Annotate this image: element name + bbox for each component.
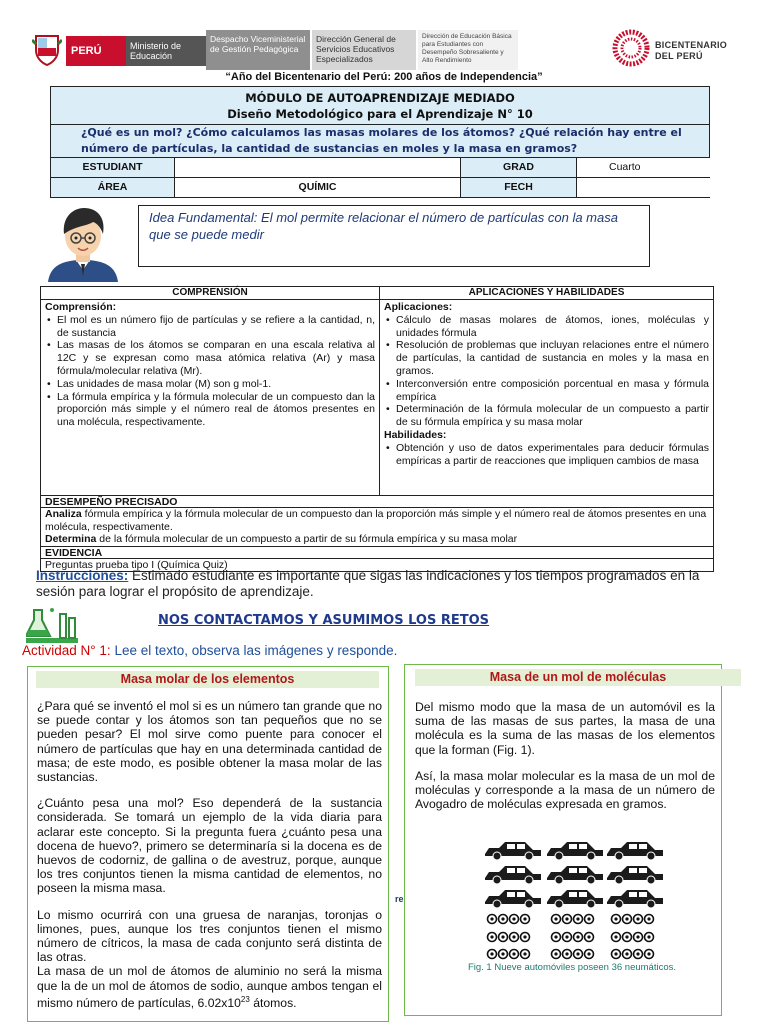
- car-icon: [607, 842, 663, 860]
- list-item: • Obtención y uso de datos experimentales para deducir fórmulas empíricas a partir de reacciones que impliquen cambios de masa: [384, 442, 709, 468]
- bicentenario-logo: [605, 28, 745, 72]
- activity-text: Lee el texto, observa las imágenes y responde.: [110, 643, 398, 658]
- paragraph: ¿Cuánto pesa una mol? Eso dependerá de la sustancia considerada. Se tomará un ejemplo de la vida diaria para aclarar este concepto. Si la pregunta fuera ¿cuánto pesa una docena de huevo?, primero se determinaría si la docena es de huevos de codorniz, de gallina o de avestruz, porque, aunque los tres conjuntos tienen la misma cantidad de elementos, no poseen la misma masa.: [37, 796, 382, 896]
- desempeno-analiza-text: fórmula empírica y la fórmula molecular de un compuesto dan la proporción más simple y el número real de átomos presentes en una molécula, respectivamente.: [45, 508, 707, 533]
- list-item: • Determinación de la fórmula molecular de un compuesto a partir de su fórmula empírica y su masa molar: [384, 403, 709, 429]
- aplicaciones-header: APLICACIONES Y HABILIDADES: [468, 287, 625, 298]
- instructions-text: Estimado estudiante es importante que sigas las indicaciones y los tiempos programados en la sesión para lograr el propósito de aprendizaje.: [36, 568, 700, 599]
- habilidades-list: [384, 442, 709, 468]
- guiding-question: ¿Qué es un mol? ¿Cómo calculamos las masas molares de los átomos? ¿Qué relación hay entre el número de partículas, la cantidad de sustancias en moles y la masa en gramos?: [51, 124, 709, 157]
- car-icon: [485, 866, 541, 884]
- aplicaciones-list: [384, 314, 709, 429]
- figure-caption: Fig. 1 Nueve automóviles poseen 36 neumáticos.: [467, 962, 677, 973]
- module-title-block: [50, 86, 710, 158]
- text-fragment: re: [395, 894, 404, 904]
- bicentenario-label: BICENTENARIO DEL PERÚ: [655, 40, 728, 61]
- section-title: NOS CONTACTAMOS Y ASUMIMOS LOS RETOS: [158, 613, 490, 628]
- comprension-title: Comprensión:: [45, 301, 117, 313]
- list-item: • Las unidades de masa molar (M) son g mol-1.: [45, 378, 375, 391]
- desempeno-label: DESEMPEÑO PRECISADO: [41, 496, 713, 508]
- cars-figure: [481, 838, 667, 978]
- lab-flask-icon: [26, 604, 78, 644]
- paragraph: Del mismo modo que la masa de un automóvil es la suma de las masas de sus partes, la masa de una molécula es la suma de las masas de los elementos que la forman (Fig. 1).: [415, 700, 715, 757]
- car-icon: [485, 842, 541, 860]
- grade-value: Cuarto: [577, 158, 711, 177]
- exponent: 23: [240, 994, 250, 1004]
- masa-molar-title: Masa molar de los elementos: [36, 671, 379, 688]
- desempeno-verb-analiza: Analiza: [45, 508, 82, 520]
- list-item: • Resolución de problemas que incluyan relaciones entre el número de partículas, la cantidad de sustancia en moles y la masa en gramos.: [384, 339, 709, 377]
- area-value: QUÍMIC: [175, 178, 461, 197]
- list-item: • Las masas de los átomos se comparan en una escala relativa al 12C y se expresan como masa atómica relativa (Ar) y masa fórmula/molecular relativa (Mr).: [45, 339, 375, 377]
- module-title: MÓDULO DE AUTOAPRENDIZAJE MEDIADO: [245, 91, 515, 105]
- student-avatar: [42, 206, 124, 282]
- aplicaciones-title: Aplicaciones:: [384, 301, 453, 313]
- bicentenario-ring-icon: [611, 28, 651, 68]
- activity-instruction: [22, 643, 397, 658]
- ministerio-label: Ministerio de Educación: [126, 36, 206, 66]
- grade-label: GRAD: [461, 158, 577, 177]
- aplicaciones-column: [380, 300, 713, 495]
- activity-number: Actividad N° 1:: [22, 643, 111, 658]
- desempeno-determina-text: de la fórmula molecular de un compuesto a partir de su fórmula empírica y su masa molar: [96, 533, 518, 545]
- masa-molar-box: [27, 666, 389, 1022]
- desempeno-text: [41, 508, 713, 547]
- masa-moleculas-text: [415, 700, 715, 811]
- coat-of-arms-icon: [32, 32, 62, 66]
- paragraph: [37, 964, 382, 1010]
- direccion-educacion-label: Dirección de Educación Básica para Estudiantes con Desempeño Sobresaliente y Alto Rendimiento: [418, 30, 518, 70]
- peru-logo: PERÚ: [66, 36, 126, 66]
- paragraph: ¿Para qué se inventó el mol si es un número tan grande que no se puede contar y los átomos son tan pequeños que no se pueden pesar? El mol sirve como puente para conocer el número de partículas que hay en una determinada cantidad de masa; de este modo, es posible obtener la masa molar de las sustancias.: [37, 699, 382, 785]
- comprension-header: COMPRENSIÓN: [41, 287, 380, 299]
- paragraph-end: átomos.: [249, 995, 297, 1010]
- car-icon: [607, 890, 663, 908]
- table-header: [41, 287, 713, 300]
- evidencia-value: Preguntas prueba tipo I (Química Quiz): [45, 558, 228, 571]
- area-label: ÁREA: [51, 178, 175, 197]
- list-item: • El mol es un número fijo de partículas y se refiere a la cantidad, n, de sustancia: [45, 314, 375, 340]
- desempeno-verb-determina: Determina: [45, 533, 97, 545]
- paragraph: Lo mismo ocurrirá con una gruesa de naranjas, toronjas o limones, pues, aunque los tres conjuntos tienen el mismo número de cítricos, la masa de cada conjunto será distinta de las otras.: [37, 907, 382, 965]
- tire-icon: [488, 915, 654, 959]
- instructions: [36, 568, 736, 600]
- paragraph: Así, la masa molar molecular es la masa de un mol de moléculas y corresponde a la masa de un número de Avogadro de moléculas expresada en gramos.: [415, 768, 715, 812]
- masa-moleculas-title: Masa de un mol de moléculas: [415, 669, 741, 686]
- student-label: ESTUDIANT: [51, 158, 175, 177]
- paragraph-body: La masa de un mol de átomos de aluminio no será la misma que la de un mol de átomos de sodio, aunque ambos tengan el mismo número de partículas, 6.02x10: [37, 964, 382, 1010]
- car-icon: [485, 890, 541, 908]
- comprension-column: [41, 300, 380, 495]
- year-motto: “Año del Bicentenario del Perú: 200 años de Independencia”: [225, 71, 543, 83]
- student-row: [50, 158, 710, 178]
- table-body: [41, 300, 713, 496]
- comprension-list: [45, 314, 375, 429]
- car-icon: [547, 842, 603, 860]
- despacho-label: Despacho Viceministerial de Gestión Pedagógica: [206, 30, 310, 70]
- area-row: [50, 178, 710, 198]
- direccion-general-label: Dirección General de Servicios Educativos Especializados: [312, 30, 416, 70]
- instructions-label: Instrucciones:: [36, 568, 129, 583]
- habilidades-title: Habilidades:: [384, 428, 447, 441]
- module-subtitle: Diseño Metodológico para el Aprendizaje N° 10: [227, 107, 533, 121]
- evidencia-label: EVIDENCIA: [41, 547, 713, 559]
- competencies-table: [40, 286, 714, 572]
- page-header: [30, 28, 740, 72]
- car-icon: [547, 890, 603, 908]
- date-field[interactable]: [577, 178, 711, 197]
- masa-molar-text: [37, 699, 382, 1010]
- fundamental-idea: Idea Fundamental: El mol permite relacionar el número de partículas con la masa que se puede medir: [138, 205, 650, 267]
- list-item: • Cálculo de masas molares de átomos, iones, moléculas y unidades fórmula: [384, 314, 709, 340]
- car-icon: [607, 866, 663, 884]
- list-item: • La fórmula empírica y la fórmula molecular de un compuesto dan la proporción más simple y el número real de átomos presentes en una molécula, respectivamente.: [45, 391, 375, 429]
- student-field[interactable]: [175, 158, 461, 177]
- list-item: • Interconversión entre composición porcentual en masa y fórmula empírica: [384, 378, 709, 404]
- date-label: FECH: [461, 178, 577, 197]
- car-icon: [547, 866, 603, 884]
